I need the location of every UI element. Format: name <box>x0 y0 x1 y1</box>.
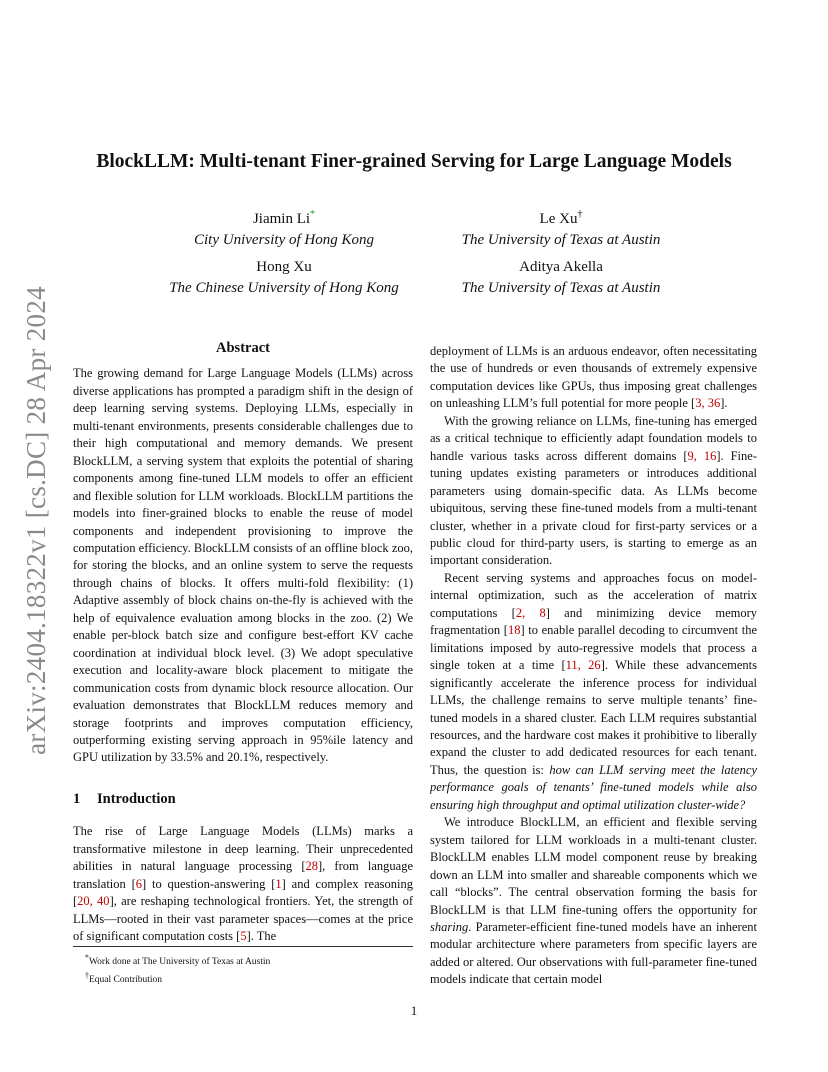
paper-title: BlockLLM: Multi-tenant Finer-grained Serving for Large Language Models <box>96 151 732 172</box>
author-name: Aditya Akella <box>519 259 603 275</box>
citation-link[interactable]: 11, 26 <box>565 658 601 673</box>
citation-link[interactable]: 3, 36 <box>695 396 721 411</box>
citation-link[interactable]: 2, 8 <box>515 605 546 620</box>
author-affiliation: The Chinese University of Hong Kong <box>169 280 399 296</box>
author-block <box>391 257 731 299</box>
author-affiliation: The University of Texas at Austin <box>461 280 661 296</box>
author-name: Jiamin Li <box>252 211 311 227</box>
body-paragraph: We introduce BlockLLM, an efficient and flexible serving system tailored for LLM workloads in a multi-tenant cluster. BlockLLM enables LLM model component reuse by breaking down an LLM into smaller and shareable components which we call “blocks”. The central observation forming the basis for BlockLLM is that LLM fine-tuning offers the opportunity for sharing. Parameter-efficient fine-tuned models have an inherent modular architecture where parameters from specific layers are added or altered. Our observations with full-parameter fine-tuned models indicate that certain model <box>430 815 757 987</box>
right-column <box>430 343 757 989</box>
intro-paragraph: The rise of Large Language Models (LLMs) marks a transformative milestone in deep learning. Their unprecedented abilities in natural language processing [28], from language translation [6] to question-answering [1] and complex reasoning [20, 40], are reshaping technological frontiers. Yet, the strength of LLMs—rooted in their vast parameter spaces—comes at the price of significant computation costs [5]. The <box>73 824 414 944</box>
author-name: Hong Xu <box>256 259 312 275</box>
citation-link[interactable]: 9, 16 <box>687 448 717 463</box>
author-mark: † <box>577 209 583 220</box>
arxiv-stamp <box>16 280 56 760</box>
section-number: 1 <box>73 790 81 807</box>
author-block <box>391 209 731 251</box>
emphasis: sharing <box>430 919 469 934</box>
body-paragraph: deployment of LLMs is an arduous endeavor, often necessitating the use of hundreds or even thousands of extremely expensive computation devices like GPUs, thus imposing great challenges on unleashing LLM’s full potential for more people [3, 36]. <box>430 344 757 411</box>
body-paragraph: Recent serving systems and approaches focus on model-internal optimization, such as the acceleration of matrix computations [2, 8] and minimizing device memory fragmentation [18] to enable parallel decoding to circumvent the limitations imposed by auto-regressive models that process a single token at a time [11, 26]. While these advancements significantly accelerate the inference process for individual LLMs, the challenge remains to serve multiple tenants’ fine-tuned models in a shared cluster. Each LLM requires substantial resources, and the hardware cost makes it prohibitive to liberally expand the cluster to add dedicated resources for each tenant. Thus, the question is: how can LLM serving meet the latency performance goals of tenants’ fine-tuned models while also ensuring high throughput and optimal utilization cluster-wide? <box>430 570 758 812</box>
citation-link[interactable]: 20, 40 <box>77 894 110 909</box>
citation-link[interactable]: 5 <box>240 929 247 944</box>
footnote: *Work done at The University of Texas at Austin <box>85 953 271 968</box>
research-question: how can LLM serving meet the latency performance goals of tenants’ fine-tuned models while also ensuring high throughput and optimal utilization cluster-wide? <box>430 762 757 812</box>
citation-link[interactable]: 18 <box>507 623 521 638</box>
abstract-text: The growing demand for Large Language Models (LLMs) across diverse applications has prompted a paradigm shift in the design of deep learning serving systems. Deploying LLMs, especially in multi-tenant environments, presents considerable challenges due to their high computational and memory demands. We present BlockLLM, a serving system that exploits the potential of sharing components among fine-tuned LLM models to offer an efficient and flexible solution for LLM workloads. BlockLLM partitions the models into finer-grained blocks to enable the reuse of model components and independent provisioning to improve the computation efficiency. BlockLLM consists of an offline block zoo, for storing the blocks, and an online system to serve the requests through chains of blocks. It offers multi-fold flexibility: (1) Adaptive assembly of block chains on-the-fly is achieved with the help of equivalence evaluation among blocks in the zoo. (2) We enable per-block batch size and configure best-effort KV cache coordination at individual block level. (3) We adopt speculative execution and locality-aware block placement to mitigate the communication costs from dynamic block resource allocation. Our evaluation demonstrates that BlockLLM reduces memory and storage footprints and improves computation efficiency, outperforming existing serving approach in 95%ile latency and GPU utilization by 33.5% and 20.1%, respectively. <box>73 366 413 765</box>
author-affiliation: The University of Texas at Austin <box>461 232 661 248</box>
page-number: 1 <box>410 1003 418 1018</box>
citation-link[interactable]: 28 <box>305 859 318 874</box>
body-paragraph: With the growing reliance on LLMs, fine-tuning has emerged as a critical technique to efficiently adapt foundation models to handle various tasks across different domains [9, 16]. Fine-tuning updates existing parameters or introduces additional parameters using domain-specific data. As LLMs become ubiquitous, serving these fine-tuned models from a multi-tenant cluster, whether in a private cloud for first-party services or a public cloud for third-party users, is starting to emerge as an important consideration. <box>430 413 757 568</box>
citation-link[interactable]: 1 <box>275 876 282 891</box>
author-mark: * <box>310 209 316 220</box>
author-affiliation: City University of Hong Kong <box>194 232 374 248</box>
arxiv-stamp-text: arXiv:2404.18322v1 [cs.DC] 28 Apr 2024 <box>20 285 51 755</box>
abstract-heading: Abstract <box>216 340 270 356</box>
section-title: Introduction <box>97 790 176 807</box>
citation-link[interactable]: 6 <box>135 876 142 891</box>
left-column <box>73 340 413 946</box>
footnotes <box>73 946 413 987</box>
footnote: †Equal Contribution <box>85 971 163 986</box>
author-name: Le Xu <box>539 211 578 227</box>
section-heading <box>73 791 413 808</box>
